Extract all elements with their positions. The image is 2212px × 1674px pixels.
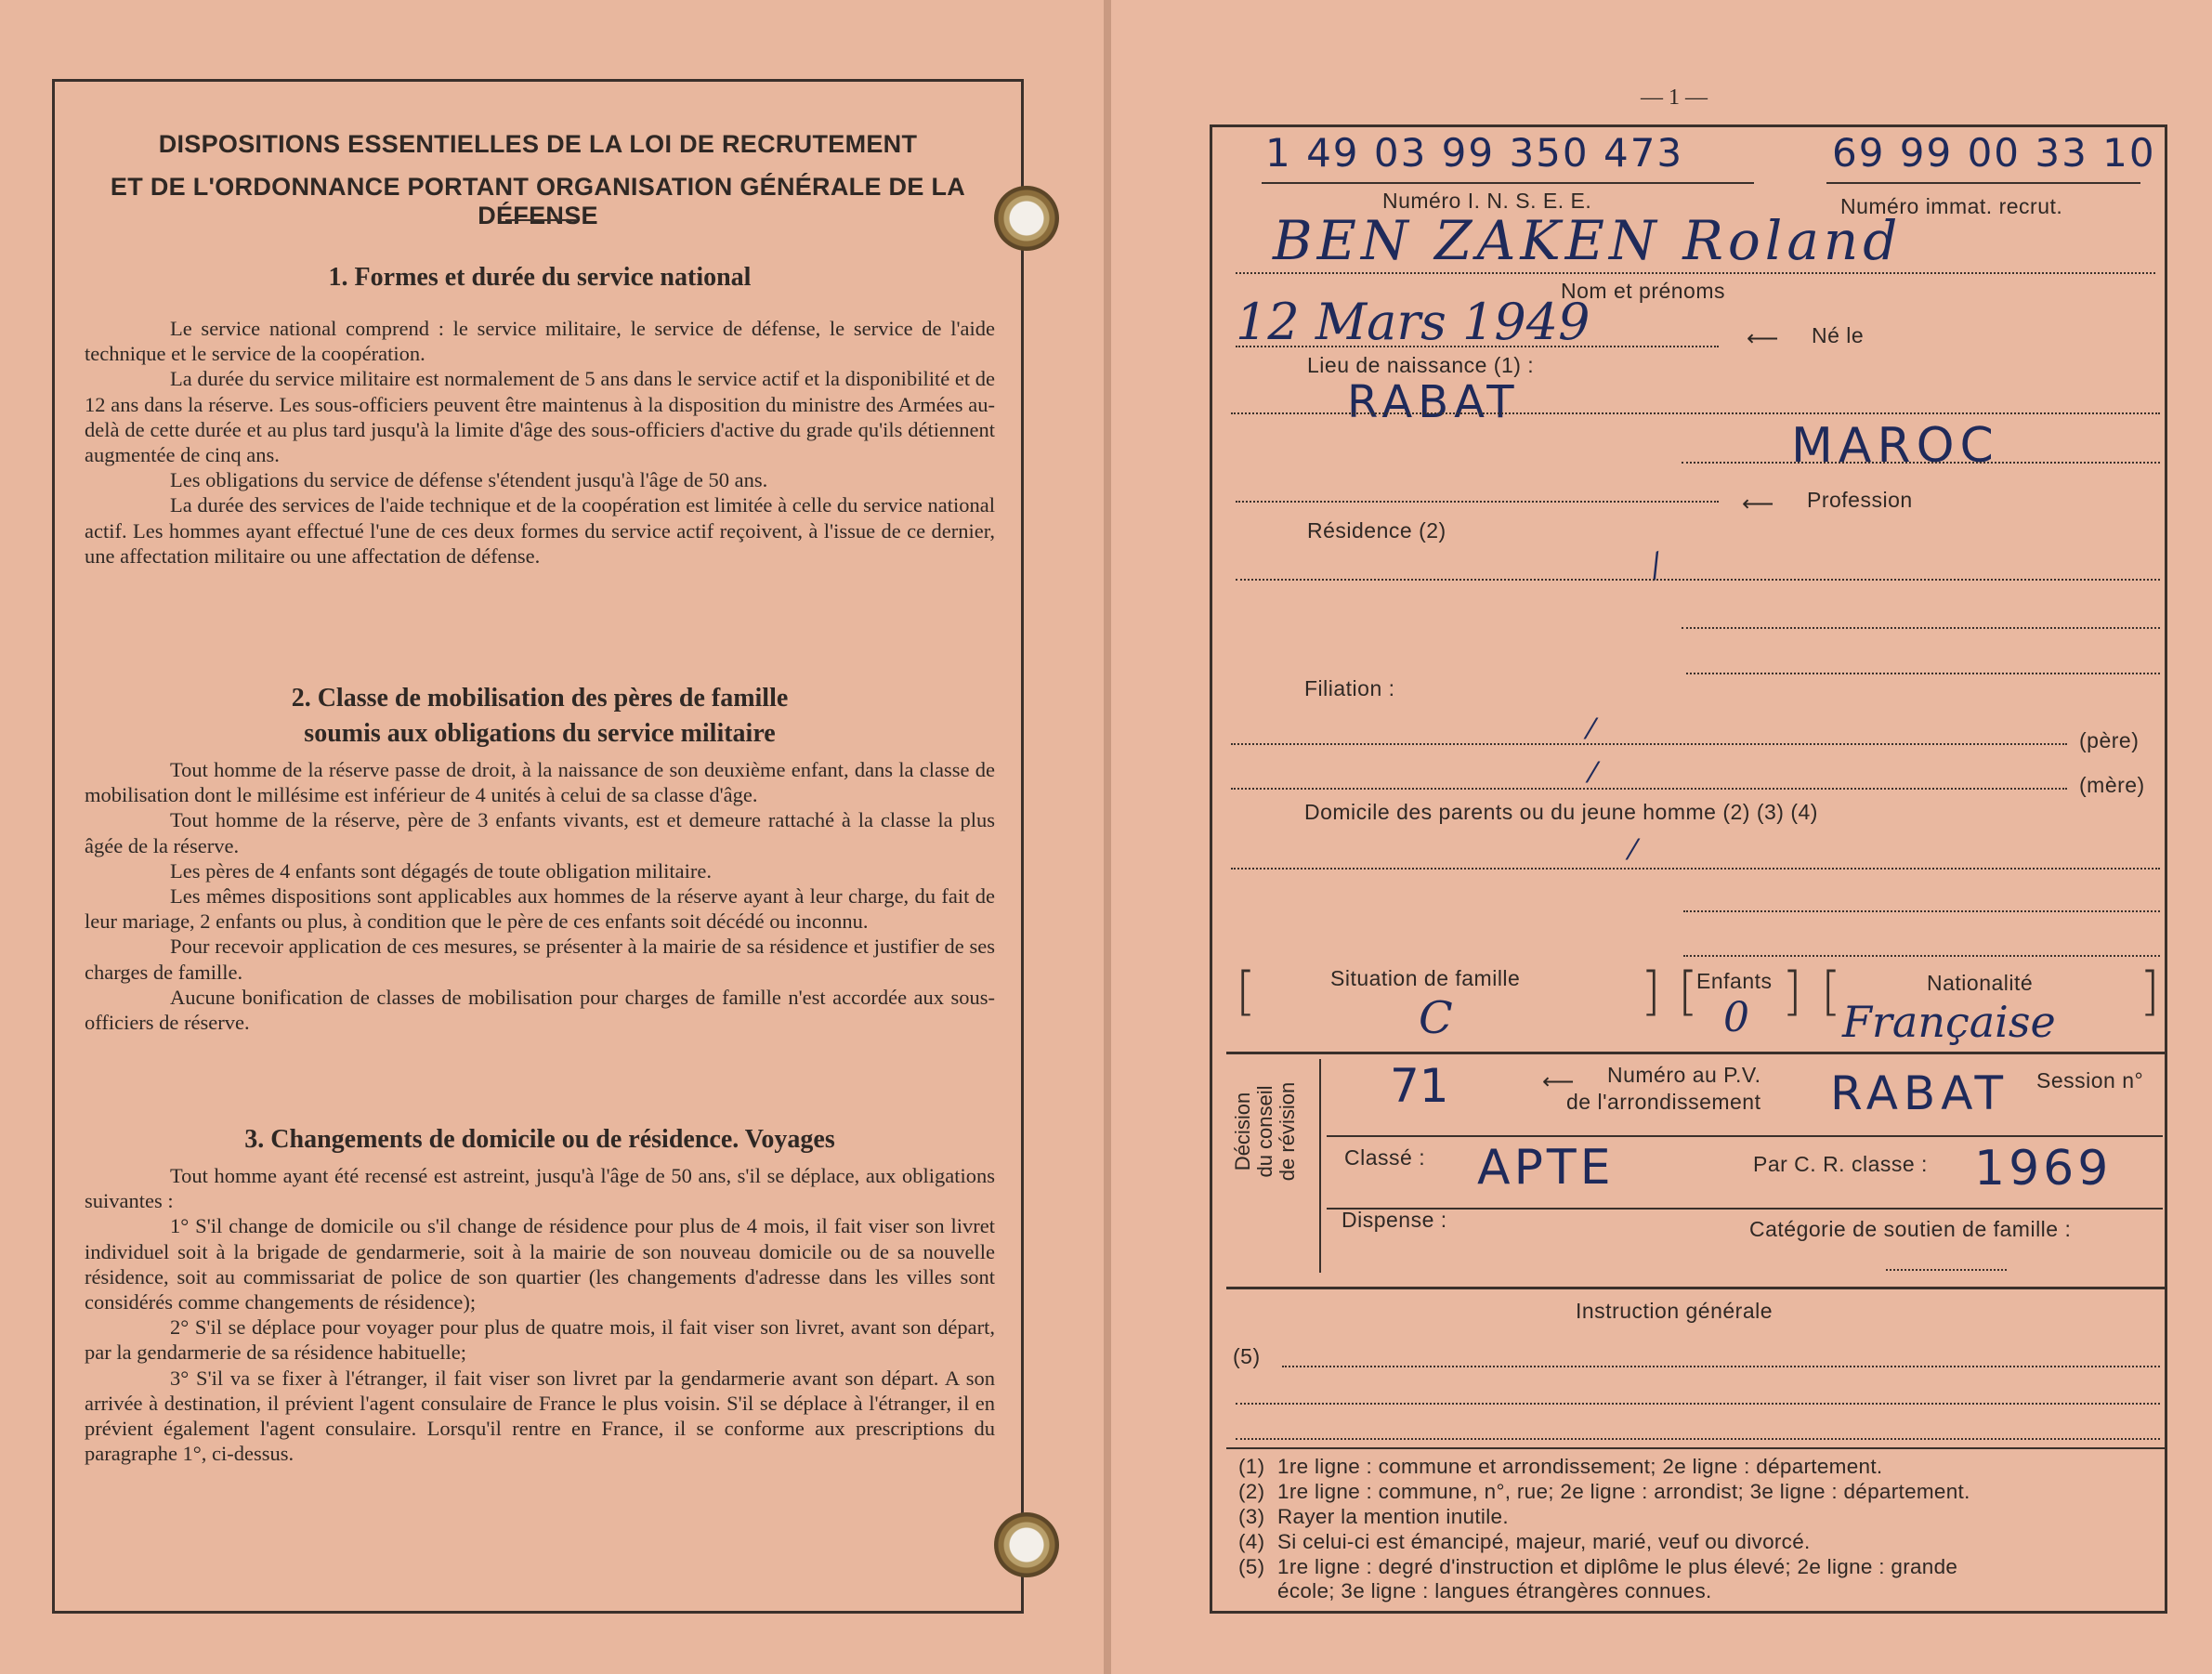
dispense-label: Dispense :: [1342, 1208, 1447, 1232]
instruction-ref: (5): [1233, 1344, 1261, 1368]
council-label-l3: de révision: [1276, 1081, 1299, 1182]
residence-dotted-line-2: [1682, 627, 2160, 629]
section-2: [85, 681, 995, 1035]
mother-checkmark-icon: ⁄: [1590, 757, 1596, 790]
birthplace-dotted-line-1: [1231, 412, 2160, 414]
page-number: — 1 —: [1641, 85, 1708, 110]
section-2-para-1: Tout homme de la réserve passe de droit, à la naissance de son deuxième enfant, dans la classe de mobilisation dont le millésime est inférieur de 4 unités à celui de sa classe d'âge.: [85, 758, 995, 807]
family-status-label: Situation de famille: [1330, 966, 1521, 990]
title-divider: [505, 219, 576, 221]
left-title-line1: DISPOSITIONS ESSENTIELLES DE LA LOI DE RECRUTEMENT: [158, 130, 918, 158]
footnote-4-text: Si celui-ci est émancipé, majeur, marié, veuf ou divorcé.: [1277, 1530, 1811, 1553]
book-gutter: [1104, 0, 1111, 1674]
name-label: Nom et prénoms: [1561, 279, 1726, 303]
domicile-dotted-line-1: [1231, 868, 2160, 870]
footnote-5b-text: école; 3e ligne : langues étrangères connues.: [1277, 1579, 1712, 1602]
family-status-value: C: [1419, 992, 1453, 1044]
instruction-dotted-line-2: [1236, 1403, 2160, 1405]
residence-dotted-line-1: [1236, 579, 2160, 581]
council-mid-rule-2: [1327, 1208, 2163, 1210]
footnote-4: [1238, 1530, 1811, 1554]
section-3-para-1: Tout homme ayant été recensé est astreint, jusqu'à l'âge de 50 ans, s'il se déplace, aux obligations suivantes :: [85, 1164, 995, 1213]
birthplace-label: Lieu de naissance (1) :: [1307, 353, 1535, 377]
classe-label: Classé :: [1344, 1145, 1426, 1170]
binding-grommet-bottom: [994, 1512, 1059, 1577]
nationality-bracket-right: ]: [2140, 961, 2160, 1022]
section-2-para-2: Tout homme de la réserve, père de 3 enfants vivants, est et demeure rattaché à la classe la plus âgée de la réserve.: [85, 808, 995, 857]
father-checkmark-icon: ⁄: [1589, 713, 1594, 746]
filiation-label: Filiation :: [1304, 676, 1395, 700]
footnote-3-text: Rayer la mention inutile.: [1277, 1505, 1509, 1528]
profession-dotted-line: [1236, 501, 1719, 503]
insee-number-value: 1 49 03 99 350 473: [1265, 130, 1684, 176]
section-2-para-4: Les mêmes dispositions sont applicables aux hommes de la réserve ayant à leur charge, du fait de leur mariage, 2 enfants ou plus, à condition que le père de ces enfants soit décédé ou inconnu.: [85, 884, 995, 934]
section-3-para-3: 2° S'il se déplace pour voyager pour plus de quatre mois, il fait viser son livret, avant son départ, par la gendarmerie de sa résidence habituelle;: [85, 1315, 995, 1365]
section-1-para-4: La durée des services de l'aide technique et de la coopération est limitée à celle du service national actif. Les hommes ayant effectué l'une de ces deux formes du service actif reçoivent, à l'issue de ce dernier, une affectation militaire ou une affectation de défense.: [85, 493, 995, 568]
footnote-5-text: 1re ligne : degré d'instruction et diplôme le plus élevé; 2e ligne : grande: [1277, 1555, 1958, 1578]
father-dotted-line: [1231, 743, 2067, 745]
footnote-3-number: (3): [1238, 1505, 1265, 1528]
father-label: (père): [2079, 728, 2140, 752]
section-2-para-3: Les pères de 4 enfants sont dégagés de toute obligation militaire.: [170, 858, 712, 883]
pv-arrow-icon: ⟵: [1542, 1069, 1575, 1094]
nationality-bracket-left: [: [1821, 961, 1841, 1022]
section-2-para-5: Pour recevoir application de ces mesures, se présenter à la mairie de sa résidence et justifier de ses charges de famille.: [85, 935, 995, 984]
children-bracket-left: [: [1678, 961, 1698, 1022]
footnote-3: [1238, 1505, 1509, 1529]
council-bottom-rule: [1226, 1287, 2165, 1289]
birthplace-value: RABAT: [1347, 376, 1520, 428]
cr-classe-label: Par C. R. classe :: [1753, 1152, 1928, 1176]
birthplace-dotted-line-2: [1682, 462, 2160, 464]
section-2-para-6: Aucune bonification de classes de mobilisation pour charges de famille n'est accordée aux sous-officiers de réserve.: [85, 985, 995, 1035]
children-label: Enfants: [1696, 969, 1773, 993]
council-mid-rule-1: [1327, 1135, 2163, 1137]
birth-label: Né le: [1812, 323, 1865, 347]
instruction-dotted-line-1: [1282, 1366, 2160, 1367]
left-text-frame: [52, 79, 1024, 1614]
children-bracket-right: ]: [1782, 961, 1802, 1022]
footnote-2: [1238, 1480, 1970, 1504]
birth-arrow-icon: ⟵: [1747, 326, 1779, 351]
soutien-dotted-line: [1886, 1269, 2007, 1271]
domicile-dotted-line-3: [1683, 955, 2160, 957]
residence-dotted-line-3: [1686, 673, 2160, 674]
section-1-para-2: La durée du service militaire est normalement de 5 ans dans le service actif et la disponibilité et de 12 ans dans la réserve. Les sous-officiers peuvent être maintenus à la disposition du ministre des Armées au-delà de cette durée et au plus tard jusqu'à la limite d'âge des sous-officiers d'active du grade qu'ils détiennent augmentée de cinq ans.: [85, 367, 995, 467]
notes-top-rule: [1226, 1447, 2165, 1449]
name-dotted-line: [1236, 272, 2155, 274]
footnote-1-number: (1): [1238, 1455, 1265, 1478]
section-3-para-2: 1° S'il change de domicile ou s'il change de résidence pour plus de 4 mois, il fait viser son livret individuel soit à la brigade de gendarmerie, soit à la mairie de son nouveau domicile ou de sa nouvelle résidence, soit au commissariat de police de son quartier (les changements d'adresse dans les villes sont considérés comme changements de résidence);: [85, 1214, 995, 1314]
footnote-2-number: (2): [1238, 1480, 1265, 1503]
classe-value: APTE: [1477, 1140, 1615, 1196]
section-2-heading-l2: soumis aux obligations du service militaire: [304, 719, 776, 748]
council-label-l1: Décision: [1231, 1092, 1254, 1171]
section-1: [85, 260, 995, 569]
parents-domicile-label: Domicile des parents ou du jeune homme (2) (3) (4): [1304, 800, 1818, 824]
section-3-heading: 3. Changements de domicile ou de résidence. Voyages: [244, 1125, 835, 1154]
council-vertical-rule: [1319, 1059, 1321, 1273]
left-title-line2: ET DE L'ORDONNANCE PORTANT ORGANISATION GÉNÉRALE DE LA DÉFENSE: [110, 173, 966, 229]
section-1-heading: 1. Formes et durée du service national: [328, 263, 752, 292]
birth-country-value: MAROC: [1791, 418, 1999, 474]
instruction-label: Instruction générale: [1576, 1299, 1774, 1323]
profession-arrow-icon: ⟵: [1742, 491, 1774, 517]
section-1-para-3: Les obligations du service de défense s'étendent jusqu'à l'âge de 50 ans.: [170, 468, 768, 492]
family-status-bracket-left: [: [1236, 961, 1256, 1022]
name-value: BEN ZAKEN Roland: [1273, 209, 1903, 272]
nationality-value: Française: [1842, 997, 2056, 1047]
council-label-l2: du conseil: [1253, 1085, 1276, 1178]
birth-date-value: 12 Mars 1949: [1236, 293, 1590, 351]
section-3: [85, 1122, 995, 1466]
birth-date-dotted-line: [1236, 346, 1719, 347]
cr-classe-value: 1969: [1974, 1141, 2113, 1197]
footnote-5-continued: [1238, 1579, 1712, 1603]
insee-label: Numéro I. N. S. E. E.: [1382, 189, 1592, 213]
instruction-dotted-line-3: [1236, 1438, 2160, 1440]
session-label: Session n°: [2036, 1068, 2144, 1092]
council-top-rule: [1226, 1052, 2165, 1054]
section-1-para-1: Le service national comprend : le service militaire, le service de défense, le service de l'aide technique et le service de la coopération.: [85, 317, 995, 366]
residence-label: Résidence (2): [1307, 518, 1446, 543]
mother-label: (mère): [2079, 773, 2145, 797]
footnote-1: [1238, 1455, 1882, 1479]
pv-label-l1: Numéro au P.V.: [1607, 1063, 1761, 1087]
footnote-4-number: (4): [1238, 1530, 1265, 1553]
profession-label: Profession: [1807, 488, 1913, 512]
domicile-checkmark-icon: ⁄: [1630, 834, 1636, 867]
footnote-5: [1238, 1555, 1957, 1579]
footnote-1-text: 1re ligne : commune et arrondissement; 2e ligne : département.: [1277, 1455, 1883, 1478]
section-2-heading-l1: 2. Classe de mobilisation des pères de famille: [291, 684, 789, 713]
pv-label-l2: de l'arrondissement: [1566, 1090, 1761, 1114]
binding-grommet-top: [994, 186, 1059, 251]
footnote-5-number: (5): [1238, 1555, 1265, 1578]
residence-checkmark-icon: ⁄: [1645, 548, 1668, 586]
pv-number-value: 71: [1390, 1059, 1449, 1113]
soutien-label: Catégorie de soutien de famille :: [1749, 1217, 2072, 1241]
children-value: 0: [1723, 994, 1749, 1041]
mother-dotted-line: [1231, 788, 2067, 790]
domicile-dotted-line-2: [1683, 910, 2160, 912]
nationality-label: Nationalité: [1927, 971, 2034, 995]
footnote-2-text: 1re ligne : commune, n°, rue; 2e ligne : arrondist; 3e ligne : département.: [1277, 1480, 1970, 1503]
arrondissement-value: RABAT: [1830, 1066, 2009, 1120]
immat-number-value: 69 99 00 33 10: [1832, 130, 2156, 176]
section-3-para-4: 3° S'il va se fixer à l'étranger, il fait viser son livret par la gendarmerie avant son départ. A son arrivée à destination, il prévient l'agent consulaire de France le plus voisin. S'il se déplace à l'étranger, il en prévient également l'agent consulaire. Lorsqu'il rentre en France, il se conforme aux prescriptions du paragraphe 1°, ci-dessus.: [85, 1366, 995, 1466]
immat-underline: [1826, 182, 2140, 184]
insee-underline: [1262, 182, 1754, 184]
immat-label: Numéro immat. recrut.: [1840, 194, 2063, 218]
family-status-bracket-right: ]: [1641, 961, 1661, 1022]
